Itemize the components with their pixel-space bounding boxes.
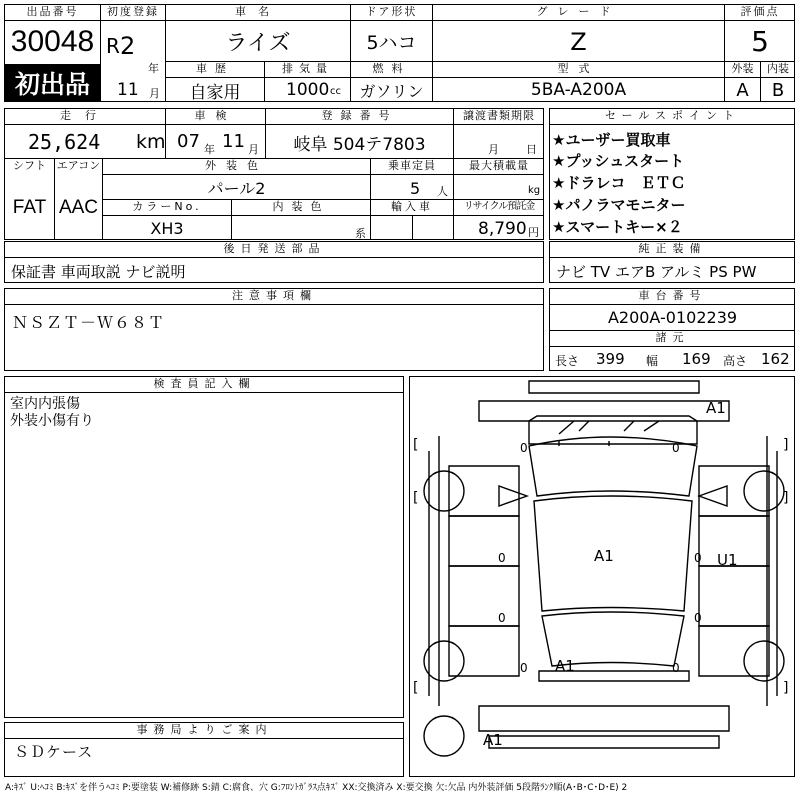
first-registration-label: 初度登録	[107, 5, 159, 18]
fuel-label: 燃料	[372, 62, 411, 75]
small-mark: 0	[520, 441, 528, 455]
damage-point-front-bumper: A1	[706, 399, 726, 417]
aircon-label: エアコン	[56, 159, 101, 172]
height-label: 高さ	[723, 354, 748, 368]
small-mark: 0	[672, 661, 680, 675]
mileage-label: 走行	[60, 109, 110, 122]
small-mark: 0	[498, 551, 506, 565]
aircon: AAC	[58, 196, 99, 218]
interior-score: B	[771, 79, 785, 101]
equipment-label: 純正装備	[638, 242, 707, 255]
month-unit: 月	[149, 87, 160, 100]
max-load-label: 最大積載量	[469, 159, 529, 172]
inspection-label: 車検	[194, 109, 237, 122]
side-mark: [	[413, 490, 419, 506]
import-label: 輸入車	[391, 200, 433, 213]
office-notice: ＳＤケース	[14, 743, 94, 761]
vehicle-history: 自家用	[189, 82, 241, 102]
sales-point-item: ★パノラマモニター	[552, 196, 686, 214]
side-mark: ]	[783, 437, 789, 453]
exterior-color: パール2	[207, 178, 266, 198]
year-unit: 年	[148, 62, 159, 75]
width: 169	[682, 350, 711, 368]
damage-point-rear-bumper: A1	[483, 731, 503, 749]
inspector-note-line: 室内内張傷	[10, 396, 80, 412]
capacity-label: 乗車定員	[388, 159, 436, 172]
car-name: ライズ	[225, 31, 291, 56]
grade: Z	[570, 27, 587, 56]
transfer-day-unit: 日	[526, 143, 537, 156]
recycle-label: リサイクル預託金	[463, 201, 535, 212]
damage-point-rear-glass: A1	[555, 657, 575, 675]
inspection-year-unit: 年	[204, 143, 215, 156]
length: 399	[596, 350, 625, 368]
specs-label: 諸元	[655, 331, 690, 344]
door-type: 5ハコ	[366, 32, 417, 54]
recycle-fee: 8,790	[478, 219, 527, 239]
width-label: 幅	[646, 354, 659, 368]
color-number: XH3	[150, 218, 184, 238]
mileage: 25,624	[28, 130, 101, 154]
side-mark: [	[413, 680, 419, 696]
interior-label: 内装	[767, 62, 789, 75]
sales-point-item: ★ユーザー買取車	[552, 131, 671, 149]
cc-unit: cc	[330, 86, 341, 97]
notes: ＮＳＺＴ－Ｗ６８Ｔ	[12, 313, 166, 332]
fuel: ガソリン	[359, 81, 424, 101]
inspector-label: 検査員記入欄	[153, 377, 256, 390]
sales-point-item: ★ドラレコ ＥＴＣ	[552, 174, 686, 192]
model-code-label: 型式	[557, 62, 600, 75]
side-mark: ]	[783, 490, 789, 506]
capacity: 5	[410, 179, 421, 198]
interior-color-unit: 系	[355, 227, 366, 240]
score-label: 評価点	[740, 5, 780, 18]
exterior-label: 外装	[731, 62, 754, 75]
small-mark: 0	[694, 551, 702, 565]
sales-point-item: ★プッシュスタート	[552, 152, 685, 170]
side-mark: [	[413, 437, 419, 453]
notes-label: 注意事項欄	[232, 289, 317, 302]
max-load-unit: kg	[528, 185, 541, 196]
equipment: ナビ TV エアB アルミ PS PW	[556, 263, 757, 281]
length-label: 長さ	[555, 354, 580, 368]
small-mark: 0	[672, 441, 680, 455]
chassis-label: 車台番号	[638, 289, 707, 302]
model-code: 5BA-A200A	[530, 80, 627, 100]
side-mark: ]	[783, 680, 789, 696]
shift-label: シフト	[13, 159, 46, 172]
height: 162	[761, 350, 790, 368]
car-name-label: 車名	[235, 5, 281, 18]
exterior-score: A	[736, 79, 749, 101]
inspector-note-line: 外装小傷有り	[10, 413, 94, 429]
transfer-month-unit: 月	[488, 143, 499, 156]
overall-score: 5	[751, 25, 769, 58]
lot-number-label: 出品番号	[26, 5, 79, 18]
legend: A:ｷｽﾞ U:ﾍｺﾐ B:ｷｽﾞを伴うﾍｺﾐ P:要塗装 W:補修跡 S:錆 C:腐食、穴 G:ﾌﾛﾝﾄｶﾞﾗｽ点ｷｽﾞ XX:交換済み X:要交換 欠:欠品 内外装評価 5段階ﾗﾝｸ順(A･B･C･D･E) 2	[5, 783, 628, 793]
plate-label: 登録番号	[321, 109, 398, 122]
registration-year: 2	[120, 32, 136, 60]
exterior-color-label: 外装色	[205, 159, 268, 172]
inspection-month-unit: 月	[248, 143, 259, 156]
recycle-unit: 円	[528, 226, 539, 239]
small-mark: 0	[694, 611, 702, 625]
later-parts-label: 後日発送部品	[223, 242, 326, 255]
plate-number: 岐阜 504テ7803	[293, 134, 426, 155]
office-label: 事務局よりご案内	[136, 723, 273, 736]
first-listing-text: 初出品	[14, 70, 90, 99]
later-parts: 保証書 車両取説 ナビ説明	[11, 263, 186, 281]
chassis-number: A200A-0102239	[607, 308, 738, 327]
shift: FAT	[12, 196, 47, 218]
damage-point-right-door: U1	[717, 551, 738, 569]
displacement: 1000	[286, 80, 330, 100]
color-number-label: カラーNo.	[132, 200, 202, 213]
interior-color-label: 内装色	[272, 200, 330, 213]
registration-month: 11	[117, 80, 139, 100]
small-mark: 0	[520, 661, 528, 675]
mileage-unit: km	[136, 131, 166, 153]
transfer-deadline-label: 譲渡書類期限	[463, 109, 535, 122]
grade-label: グレード	[536, 5, 621, 18]
history-label: 車歴	[196, 62, 234, 75]
small-mark: 0	[498, 611, 506, 625]
sales-point-item: ★スマートキー×２	[552, 218, 683, 236]
lot-number: 30048	[10, 25, 95, 58]
inspection-month: 11	[222, 131, 245, 152]
capacity-unit: 人	[437, 185, 448, 198]
door-label: ドア形状	[365, 5, 418, 18]
car-diagram	[409, 376, 795, 777]
damage-point-roof: A1	[594, 547, 614, 565]
displacement-label: 排気量	[282, 62, 333, 75]
inspection-year: 07	[177, 131, 200, 152]
sales-points-label: セールスポイント	[604, 109, 740, 122]
era-label: R	[106, 34, 120, 58]
